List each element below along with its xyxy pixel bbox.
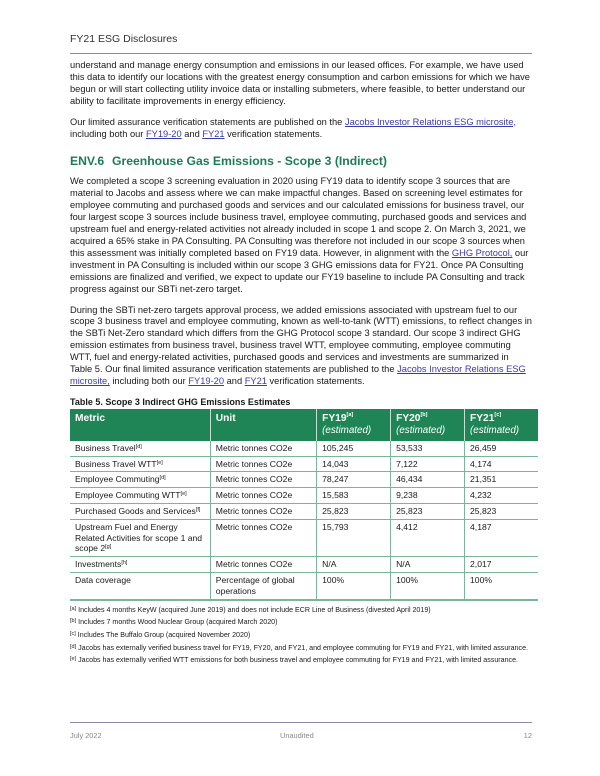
text-run: our investment in PA Consulting is included within our scope 3 GHG emissions data for FY21. Once PA Consulting emissions are finalized and verified, we expect to update our FY19 baseline to include PA Consulting and track progress against our SBTi net-zero target. bbox=[70, 247, 529, 294]
metric-cell bbox=[70, 557, 210, 573]
header-sublabel: (estimated) bbox=[470, 424, 520, 436]
cell-text: Employee Commuting WTT bbox=[75, 490, 181, 501]
fy21-cell bbox=[465, 504, 538, 520]
table-row bbox=[70, 488, 538, 504]
cell-text: N/A bbox=[396, 559, 411, 570]
header-label: FY19 bbox=[322, 412, 347, 424]
header-rule bbox=[70, 53, 532, 54]
footnote-ref: [c] bbox=[494, 411, 502, 418]
cell-text: Data coverage bbox=[75, 575, 131, 586]
fy21-cell bbox=[465, 441, 538, 456]
footnote-mark: [d] bbox=[70, 643, 77, 650]
cell-text: 4,412 bbox=[396, 521, 418, 532]
fy21-link[interactable]: FY21 bbox=[244, 375, 267, 386]
page-content bbox=[70, 60, 532, 669]
fy19-cell bbox=[317, 488, 391, 504]
fy21-link[interactable]: FY21 bbox=[202, 128, 225, 139]
footnote-ref: [d] bbox=[135, 443, 142, 450]
cell-text: 25,823 bbox=[396, 506, 423, 517]
cell-text: 21,351 bbox=[470, 474, 497, 485]
esg-microsite-link[interactable]: Jacobs Investor Relations ESG microsite, bbox=[344, 116, 516, 127]
table-row bbox=[70, 557, 538, 573]
footnote-mark: [b] bbox=[70, 618, 77, 625]
cell-text: 53,533 bbox=[396, 442, 423, 453]
cell-text: N/A bbox=[322, 559, 337, 570]
cell-text: 2,017 bbox=[470, 559, 492, 570]
cell-text: Investments bbox=[75, 559, 122, 570]
intro-paragraph: understand and manage energy consumption and emissions in our leased offices. For example, we have used this data to identify our locations with the greatest energy consumption and carbon emissions for which we have begun or will start collecting utility invoice data or installing submeters, where feasible, to better understand our ability to facilitate improvements in energy efficiency. bbox=[70, 60, 530, 106]
fy21-cell bbox=[465, 488, 538, 504]
fy21-cell bbox=[465, 456, 538, 472]
cell-text: 4,174 bbox=[470, 458, 492, 469]
footnote bbox=[70, 644, 532, 653]
fy19-20-link[interactable]: FY19-20 bbox=[145, 128, 182, 139]
cell-text: Metric tonnes CO2e bbox=[215, 506, 293, 517]
section-heading bbox=[70, 154, 532, 168]
fy20-cell bbox=[391, 456, 465, 472]
cell-text: 15,583 bbox=[322, 490, 349, 501]
footnote-ref: [h] bbox=[121, 560, 128, 567]
footnote-mark: [e] bbox=[70, 656, 77, 663]
verification-paragraph bbox=[70, 117, 532, 141]
text-run: We completed a scope 3 screening evaluation in 2020 using FY19 data to identify scope 3 sources that are material to Jacobs and assess where we can make impactful changes. Based on screening level estimates for employee commuting and purchased goods and services and our calculated emissions for business travel, our four largest scope 3 sources include business travel, employee commuting, purchased goods and services and upstream fuel and energy-related activities not already included in scope 1 and scope 2. On March 3, 2021, we acquired a 65% stake in PA Consulting. PA Consulting was therefore not included in our scope 3 sources when this assessment was initially completed based on FY19 data. However, in alignment with the bbox=[70, 176, 527, 258]
fy19-cell bbox=[317, 441, 391, 456]
unit-cell bbox=[210, 519, 316, 556]
cell-text: Metric tonnes CO2e bbox=[215, 474, 293, 485]
footer-status: Unaudited bbox=[280, 731, 314, 740]
cell-text: Metric tonnes CO2e bbox=[215, 490, 293, 501]
text-run: verification statements. bbox=[266, 375, 365, 386]
metric-cell bbox=[70, 519, 210, 556]
table-header-row bbox=[70, 409, 538, 441]
cell-text: 7,122 bbox=[396, 458, 418, 469]
fy20-cell bbox=[391, 488, 465, 504]
fy20-cell bbox=[391, 441, 465, 456]
cell-text: Metric tonnes CO2e bbox=[215, 521, 293, 532]
footer-date: July 2022 bbox=[70, 731, 102, 740]
table-body bbox=[70, 441, 538, 600]
scope3-screening-paragraph bbox=[70, 176, 532, 295]
header-fy20 bbox=[391, 409, 465, 441]
fy21-cell bbox=[465, 519, 538, 556]
text-run: including both our bbox=[109, 375, 189, 386]
cell-text: 14,043 bbox=[322, 458, 349, 469]
footnote-mark: [a] bbox=[70, 605, 77, 612]
footnotes bbox=[70, 606, 532, 666]
header-metric bbox=[70, 409, 210, 441]
cell-text: Business Travel bbox=[75, 442, 136, 453]
header-sublabel: (estimated) bbox=[396, 424, 446, 436]
footnote-ref: [e] bbox=[180, 491, 187, 498]
unit-cell bbox=[210, 573, 316, 600]
section-number: ENV.6 bbox=[70, 154, 105, 169]
cell-text: 25,823 bbox=[470, 506, 497, 517]
cell-text: 100% bbox=[470, 575, 493, 586]
scope3-emissions-table bbox=[70, 409, 538, 601]
fy20-cell bbox=[391, 504, 465, 520]
unit-cell bbox=[210, 472, 316, 488]
table-row bbox=[70, 573, 538, 600]
fy21-cell bbox=[465, 472, 538, 488]
metric-cell bbox=[70, 456, 210, 472]
footnote bbox=[70, 656, 532, 665]
table-row bbox=[70, 504, 538, 520]
fy19-cell bbox=[317, 519, 391, 556]
cell-text: 105,245 bbox=[322, 442, 354, 453]
footnote bbox=[70, 618, 532, 627]
cell-text: 15,793 bbox=[322, 521, 349, 532]
cell-text: 4,187 bbox=[470, 521, 492, 532]
header-fy19 bbox=[317, 409, 391, 441]
text-run: Our limited assurance verification statements are published on the bbox=[70, 116, 345, 127]
header-unit bbox=[210, 409, 316, 441]
footnote-mark: [c] bbox=[70, 631, 76, 638]
unit-cell bbox=[210, 456, 316, 472]
unit-cell bbox=[210, 488, 316, 504]
cell-text: 26,459 bbox=[470, 442, 497, 453]
fy19-20-link[interactable]: FY19-20 bbox=[188, 375, 225, 386]
footnote bbox=[70, 606, 532, 615]
fy19-cell bbox=[317, 472, 391, 488]
footnote-ref: [g] bbox=[105, 544, 112, 551]
section-title: Greenhouse Gas Emissions - Scope 3 (Indirect) bbox=[112, 154, 387, 169]
cell-text: Business Travel WTT bbox=[75, 458, 157, 469]
footnote-ref: [d] bbox=[159, 475, 166, 482]
esg-microsite-link[interactable]: Jacobs Investor Relations ESG microsite, bbox=[70, 364, 526, 386]
cell-text: 46,434 bbox=[396, 474, 423, 485]
fy20-cell bbox=[391, 519, 465, 556]
unit-cell bbox=[210, 441, 316, 456]
footnote-text: Jacobs has externally verified business travel for FY19, FY20, and FY21, and employee commuting for FY19 and FY21, with limited assurance. bbox=[78, 643, 528, 652]
table-caption: Table 5. Scope 3 Indirect GHG Emissions Estimates bbox=[70, 396, 291, 407]
fy20-cell bbox=[391, 557, 465, 573]
cell-text: Percentage of global operations bbox=[215, 575, 295, 596]
header-label: FY21 bbox=[470, 412, 495, 424]
unit-cell bbox=[210, 557, 316, 573]
fy21-cell bbox=[465, 573, 538, 600]
table-row bbox=[70, 456, 538, 472]
text-run: and bbox=[181, 128, 203, 139]
header-label: Unit bbox=[215, 412, 236, 424]
sbti-paragraph bbox=[70, 305, 532, 388]
footnote-text: Jacobs has externally verified WTT emissions for both business travel and employee commuting for FY19 and FY21, with limited assurance. bbox=[78, 656, 518, 665]
cell-text: 9,238 bbox=[396, 490, 418, 501]
cell-text: 4,232 bbox=[470, 490, 492, 501]
cell-text: Metric tonnes CO2e bbox=[215, 458, 293, 469]
footnote-text: Includes 7 months Wood Nuclear Group (acquired March 2020) bbox=[78, 618, 278, 627]
footnote-ref: [e] bbox=[156, 459, 163, 466]
header-label: FY20 bbox=[396, 412, 421, 424]
metric-cell bbox=[70, 573, 210, 600]
footnote-ref: [a] bbox=[346, 411, 354, 418]
header-label: Metric bbox=[75, 412, 106, 424]
cell-text: Metric tonnes CO2e bbox=[215, 559, 293, 570]
text-run: including both our bbox=[70, 128, 146, 139]
fy19-cell bbox=[317, 456, 391, 472]
running-header: FY21 ESG Disclosures bbox=[70, 33, 178, 45]
metric-cell bbox=[70, 472, 210, 488]
fy19-cell bbox=[317, 573, 391, 600]
header-fy21 bbox=[465, 409, 538, 441]
metric-cell bbox=[70, 488, 210, 504]
fy19-cell bbox=[317, 557, 391, 573]
cell-text: Upstream Fuel and Energy Related Activities for scope 1 and scope 2 bbox=[75, 521, 203, 554]
footer-rule bbox=[70, 722, 532, 723]
text-run: During the SBTi net-zero targets approval process, we added emissions associated with upstream fuel to our scope 3 business travel and employee commuting, known as well-to-tank (WTT) emissions, to reflect changes in the SBTi Net-Zero standard which differs from the GHG Protocol scope 3 standard. Our scope 3 indirect GHG emission estimates from business travel, business travel WTT, employee commuting, employee commuting WTT, fuel and energy-related activities, purchased goods and services and investments are summarized in Table 5. Our final limited assurance verification statements are published to the bbox=[70, 304, 532, 375]
fy20-cell bbox=[391, 573, 465, 600]
cell-text: Metric tonnes CO2e bbox=[215, 442, 293, 453]
header-sublabel: (estimated) bbox=[322, 424, 372, 436]
fy20-cell bbox=[391, 472, 465, 488]
page-number: 12 bbox=[523, 731, 532, 740]
table-row bbox=[70, 441, 538, 456]
text-run: and bbox=[224, 375, 245, 386]
unit-cell bbox=[210, 504, 316, 520]
text-run: verification statements. bbox=[224, 128, 323, 139]
cell-text: 78,247 bbox=[322, 474, 349, 485]
footnote-ref: [b] bbox=[420, 411, 428, 418]
footnote bbox=[70, 631, 532, 640]
table-row bbox=[70, 472, 538, 488]
cell-text: 100% bbox=[396, 575, 419, 586]
metric-cell bbox=[70, 504, 210, 520]
fy21-cell bbox=[465, 557, 538, 573]
ghg-protocol-link[interactable]: GHG Protocol, bbox=[451, 247, 513, 258]
footnote-text: Includes The Buffalo Group (acquired November 2020) bbox=[77, 631, 251, 640]
cell-text: Purchased Goods and Services bbox=[75, 506, 196, 517]
footnote-ref: [f] bbox=[195, 507, 201, 514]
metric-cell bbox=[70, 441, 210, 456]
cell-text: 100% bbox=[322, 575, 345, 586]
fy19-cell bbox=[317, 504, 391, 520]
cell-text: 25,823 bbox=[322, 506, 349, 517]
table-row bbox=[70, 519, 538, 556]
footnote-text: Includes 4 months KeyW (acquired June 2019) and does not include ECR Line of Business (divested April 2019) bbox=[78, 605, 431, 614]
cell-text: Employee Commuting bbox=[75, 474, 160, 485]
